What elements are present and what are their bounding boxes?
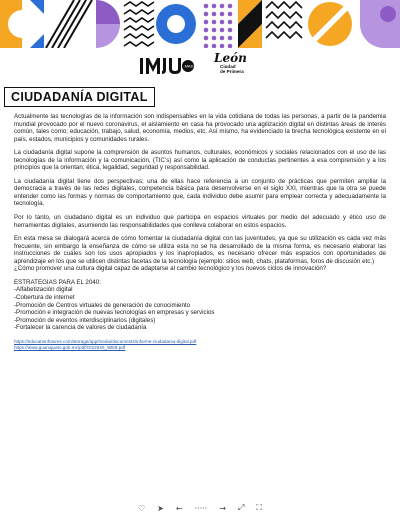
fullscreen-icon[interactable]: ⛶ [256,503,262,512]
leon-script: León [214,51,247,65]
reference-link-1[interactable]: https://educationfutures.com/storage/app/media/documents/informe-ciudadania-digital.pdf [14,339,197,344]
expand-icon[interactable]: ⤢ [237,503,245,512]
leon-sub-1: Ciudad [220,64,236,69]
strategy-item: -Promoción de eventos interdisciplinarios (digitales) [14,316,156,324]
imju-logo [140,56,204,76]
heart-icon[interactable]: ♡ [137,503,146,513]
reference-link-2[interactable]: https://www.guanajuato.gob.mx/pdf/Gto2040_WEB.pdf [14,345,126,350]
paragraph-2: La ciudadanía digital supone la comprensión de asuntos humanos, culturales, económicos y sociales relacionados con el uso de las tecnologías de la información y la comunicación, (TIC’s) así como la aplicación de conductas pertinentes a esa comprensión y a los principios que la orientan; ética, legalidad, seguridad y responsabilidad. [14,149,386,172]
paragraph-3: La ciudadanía digital tiene dos perspectivas; una de ellas hace referencia a un conjunto de prácticas que permiten ampliar la democracia a través de las redes digitales, competencia básica para desenvolverse en el siglo XXI, mientras que la otra se puede entender como las formas y normas de comportamiento que, cada individuo debe asumir para emplear correcta y adecuadamente la tecnología. [14,177,386,208]
pattern-banner [0,0,400,48]
strategy-item: -Cobertura de internet [14,294,75,302]
leon-sub-2: de Primera [220,69,244,74]
strategies-heading: ESTRATEGIAS PARA EL 2040: [14,278,101,286]
page-title: CIUDADANÍA DIGITAL [11,90,148,104]
dots-icon: ····· [194,503,208,513]
document-body [14,113,386,351]
reference-links [14,339,386,351]
strategies-section [14,279,386,332]
logo-area [0,52,400,80]
leon-logo [214,52,274,74]
paragraph-1: Actualmente las tecnologías de la información son indispensables en la vida cotidiana de todas las personas, a partir de la pandemia mundial provocado por el nuevo coronavirus, el aislamiento en casa ha provocado una agilización digital en distintas áreas de interés común, tales como; educación, trabajo, salud, economía, medios, etc. Así mismo, ha evidenciado la brecha tecnológica existente en el país, estados, municipios y comunidades rurales. [14,113,386,143]
arrow-right-icon[interactable]: → [219,503,226,513]
strategy-item: -Fortalecer la carencia de valores de ciudadanía [14,324,147,332]
imju-suffix: MAD [184,63,194,69]
title-box [4,87,155,107]
strategy-item: -Promoción e integración de nuevas tecnologías en empresas y servicios [14,309,215,317]
viewer-toolbar [0,500,400,516]
paragraph-5: En esta mesa se dialogará acerca de cómo fomentar la ciudadanía digital con las juventudes, ya que su utilización es cada vez más frecuente, sin embargo la enseñanza de cómo se utiliza esta no se ha desarrollado de la misma forma, es necesario elaborar las instrucciones de cuáles son los usos apropiados y los inapropiados, es necesario ofrecer más espacios con oportunidades de aprendizaje en los que se utilicen distintas facetas de la tecnología (ejemplo: sitios web, chats, plataformas, foros de discusión etc.) ¿Cómo promover una cultura digital capaz de adaptarse al cambio tecnológico y los nuevos ciclos de innovación? [14,235,386,273]
paragraph-4: Por lo tanto, un ciudadano digital es un individuo que participa en espacios virtuales por medio del adecuado y ético uso de herramientas digitales, asumiendo las responsabilidades que conlleva colaborar en estos espacios. [14,214,386,229]
send-icon[interactable]: ➤ [157,503,164,513]
strategy-item: -Promoción de Centros virtuales de generación de conocimiento [14,301,191,309]
arrow-left-icon[interactable]: ← [175,503,183,513]
imju-text: IMJU [140,56,143,57]
strategy-item: -Alfabetización digital [14,286,73,294]
